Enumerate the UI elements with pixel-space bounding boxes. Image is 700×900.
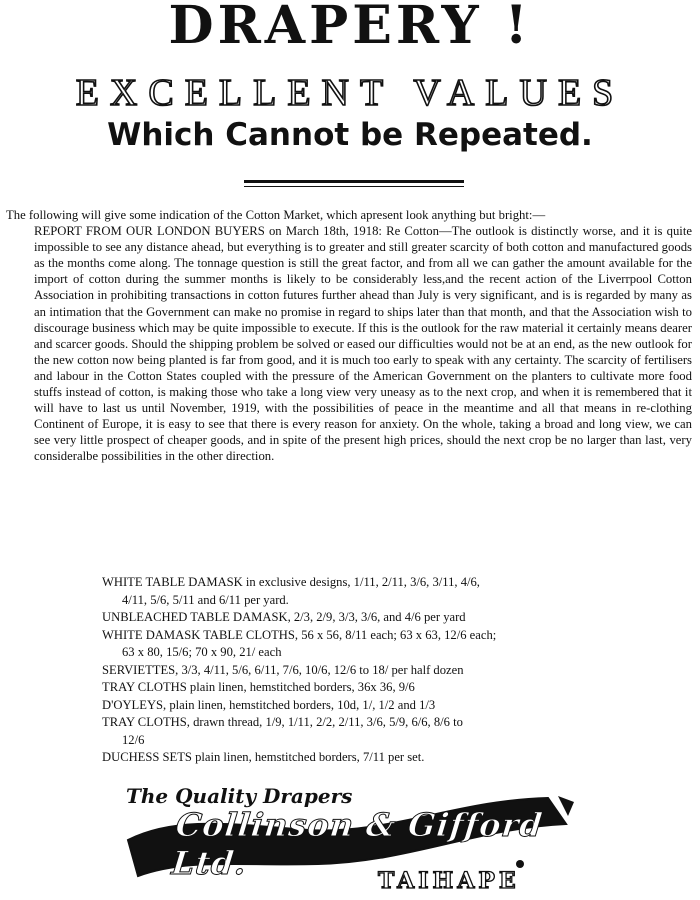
article-lead: The following will give some indication of the Cotton Market, which apresent look anything but bright:— [6, 208, 546, 222]
price-item-continuation: 4/11, 5/6, 5/11 and 6/11 per yard. [122, 592, 289, 607]
price-list [102, 574, 622, 767]
price-item [102, 609, 622, 627]
divider-rule-thick [244, 180, 464, 183]
company-logo [118, 780, 578, 895]
price-item-line: D'OYLEYS, plain linen, hemstitched borders, 10d, 1/, 1/2 and 1/3 [102, 697, 436, 712]
article-body [6, 207, 692, 465]
logo-town: TAIHAPE [378, 868, 520, 894]
price-item [102, 714, 622, 749]
price-item-line: DUCHESS SETS plain linen, hemstitched borders, 7/11 per set. [102, 750, 425, 764]
price-item-continuation: 63 x 80, 15/6; 70 x 90, 21/ each [122, 645, 282, 659]
logo-firm-name: Collinson & Gifford Ltd. [170, 806, 545, 882]
tagline: Which Cannot be Repeated. [107, 117, 593, 153]
price-item [102, 662, 622, 680]
article-report: REPORT FROM OUR LONDON BUYERS on March 18th, 1918: Re Cotton—The outlook is distinctly worse, and it is quite impossible to see any distance ahead, but everything is to greater and still greater scarcity of both cotton and manufactured goods as the months come along. The tonnage question is still the great factor, and from all we can gather the amount available for the import of cotton during the summer months is likely to be considerably less,and the recent action of the Liverrpool Cotton Association in prohibiting transactions in cotton futures further ahead than July is very significant, and is is regarded by many as an intimation that the Government can make no promise in regard to ships later than that month, and that the Association wish to discourage business which may be quite impossible to execute. If this is the outlook for the raw material it certainly means dearer and scarcer goods. Should the shipping problem be solved or eased our difficulties would not be at an end, as the new outlook for the new cotton now being planted is far from good, and it is much too early to speak with any certainty. The scarcity of fertilisers and labour in the Cotton States coupled with the pressure of the American Government on the planters to cultivate more food stuffs instead of cotton, is making those who take a long view very uneasy as to the next crop, and when it is remembered that it will have to last us until November, 1919, with the possibilities of peace in the meantime and all that means in re-clothing Continent of Europe, it is easy to see that there is every reason for anxiety. On the whole, taking a broad and long view, we can see very little prospect of cheaper goods, and in spite of the present high prices, should the next crop be no larger than last, very consideralbe possibilities in the other direction. [34, 224, 692, 464]
price-item-line: TRAY CLOTHS, drawn thread, 1/9, 1/11, 2/2, 2/11, 3/6, 5/9, 6/6, 8/6 to [102, 715, 463, 729]
subhead: EXCELLENT VALUES [75, 72, 625, 114]
price-item [102, 574, 622, 609]
price-item [102, 679, 622, 697]
price-item [102, 697, 622, 715]
price-item-line: TRAY CLOTHS plain linen, hemstitched borders, 36x 36, 9/6 [102, 680, 415, 694]
divider-rule-thin [244, 186, 464, 187]
price-item-line: UNBLEACHED TABLE DAMASK, 2/3, 2/9, 3/3, 3/6, and 4/6 per yard [102, 610, 466, 624]
price-item [102, 627, 622, 662]
price-item-line: WHITE TABLE DAMASK in exclusive designs, 1/11, 2/11, 3/6, 3/11, 4/6, [102, 575, 480, 589]
price-item [102, 749, 622, 767]
headline: DRAPERY ! [168, 0, 532, 56]
price-item-continuation: 12/6 [122, 732, 145, 747]
price-item-line: WHITE DAMASK TABLE CLOTHS, 56 x 56, 8/11 each; 63 x 63, 12/6 each; [102, 627, 497, 642]
logo-motto: The Quality Drapers [126, 784, 353, 808]
price-item-line: SERVIETTES, 3/3, 4/11, 5/6, 6/11, 7/6, 10/6, 12/6 to 18/ per half dozen [102, 662, 464, 677]
